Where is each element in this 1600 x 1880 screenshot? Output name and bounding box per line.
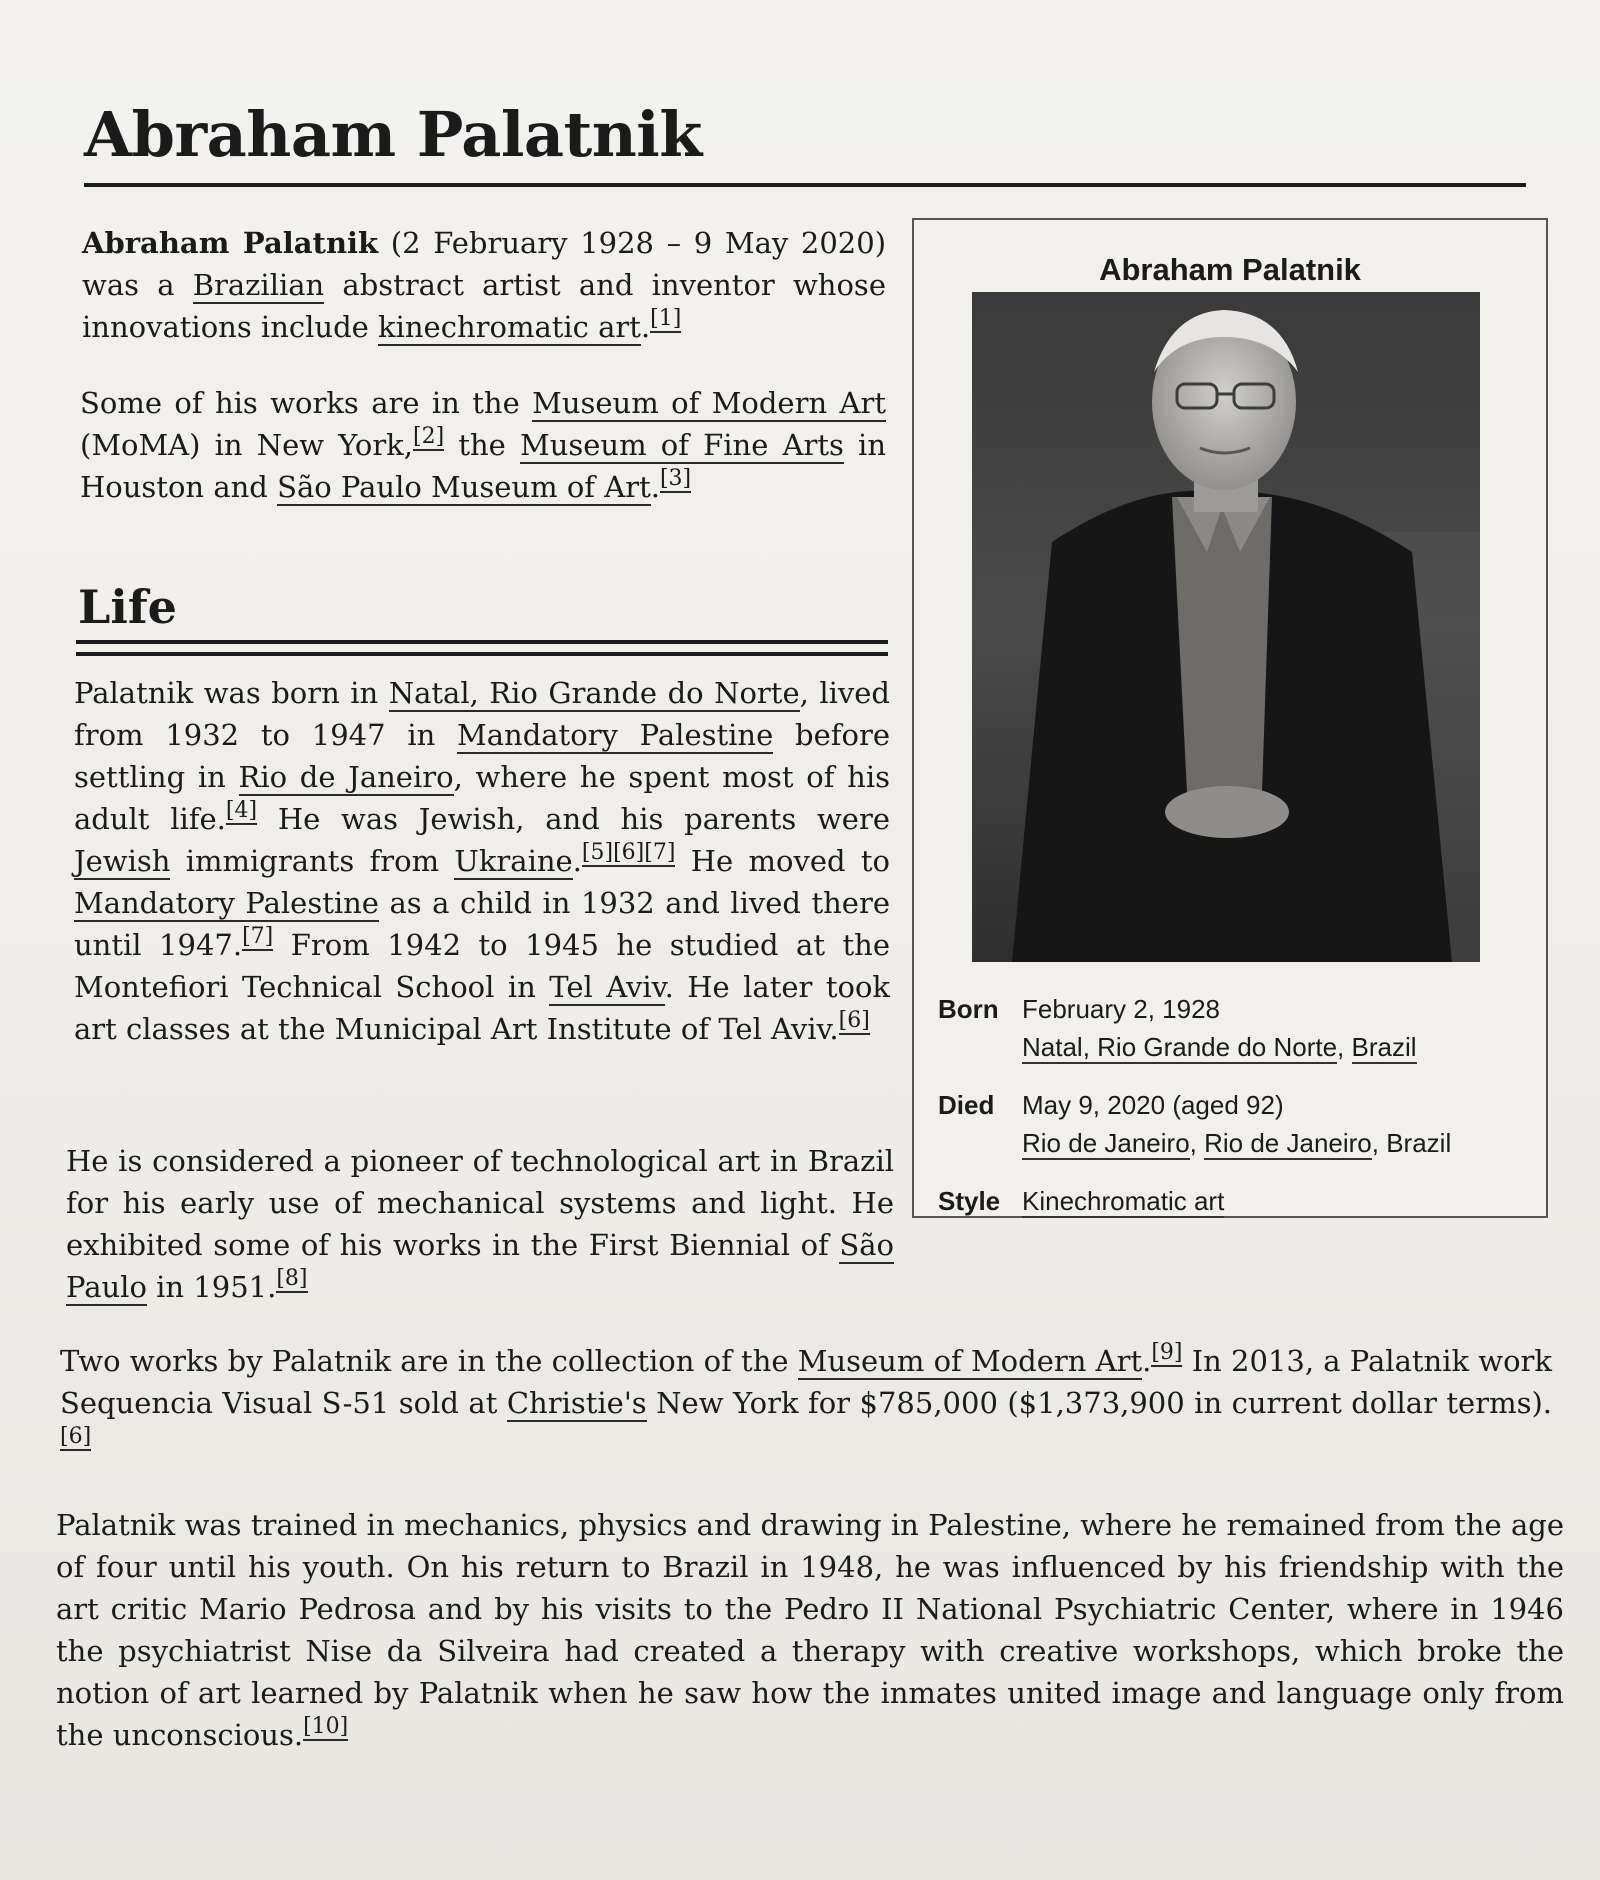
text-run: He moved to bbox=[675, 844, 890, 878]
life-paragraph-4 bbox=[56, 1504, 1564, 1756]
citation-8[interactable] bbox=[276, 1266, 307, 1293]
link-brazil-infobox[interactable]: Brazil bbox=[1351, 1032, 1417, 1062]
infobox-row-died bbox=[938, 1086, 1538, 1166]
citation-7[interactable] bbox=[644, 840, 675, 867]
text-run: abstract artist and inventor whose innovations include bbox=[82, 268, 886, 344]
citation-link[interactable]: [7] bbox=[644, 840, 676, 865]
text-run: immigrants from bbox=[170, 844, 455, 878]
infobox-row-style bbox=[938, 1182, 1538, 1222]
link-kinechromatic-art-infobox[interactable]: Kinechromatic art bbox=[1022, 1186, 1225, 1216]
text-run: Some of his works are in the bbox=[80, 386, 533, 420]
citation-link[interactable]: [4] bbox=[225, 798, 258, 823]
link-rio-infobox-1[interactable]: Rio de Janeiro bbox=[1022, 1128, 1190, 1158]
life-paragraph-1 bbox=[74, 672, 890, 1050]
portrait-photo bbox=[972, 292, 1480, 962]
section-heading-life: Life bbox=[78, 580, 177, 634]
born-date: February 2, 1928 bbox=[1022, 994, 1221, 1024]
link-mandatory-palestine-2[interactable]: Mandatory Palestine bbox=[74, 886, 379, 920]
citation-6c[interactable] bbox=[60, 1424, 91, 1451]
text-run: Palatnik was trained in mechanics, physics and drawing in Palestine, where he remained from the age of four until his youth. On his return to Brazil in 1948, he was influenced by his friendship with the art critic Mario Pedrosa and by his visits to the Pedro II National Psychiatric Center, where in 1946 the psychiatrist Nise da Silveira had created a therapy with creative workshops, which broke the notion of art learned by Palatnik when he saw how the inmates united image and language only from the unconscious. bbox=[56, 1508, 1564, 1752]
text-run: , lived from 1932 to 1947 in bbox=[74, 676, 890, 752]
infobox-row-born bbox=[938, 990, 1538, 1070]
link-museum-of-modern-art[interactable]: Museum of Modern Art bbox=[532, 386, 886, 420]
text-run: in 1951. bbox=[146, 1270, 277, 1304]
section-divider bbox=[76, 640, 888, 644]
text-run: . bbox=[1142, 1344, 1152, 1378]
text-run: Palatnik was born in bbox=[74, 676, 389, 710]
life-paragraph-2 bbox=[66, 1140, 894, 1308]
citation-7b[interactable] bbox=[242, 924, 273, 951]
link-museum-of-fine-arts[interactable]: Museum of Fine Arts bbox=[520, 428, 844, 462]
text-run: He is considered a pioneer of technological art in Brazil for his early use of mechanical systems and light. He exhibited some of his works in the First Biennial of bbox=[66, 1144, 894, 1262]
citation-1[interactable] bbox=[650, 306, 681, 333]
intro-paragraph-2 bbox=[80, 382, 886, 508]
citation-link[interactable]: [9] bbox=[1151, 1340, 1183, 1365]
style-value bbox=[1022, 1182, 1542, 1220]
text-run: , Brazil bbox=[1371, 1128, 1452, 1158]
text-run: He was Jewish, and his parents were bbox=[257, 802, 890, 836]
infobox-title: Abraham Palatnik bbox=[1099, 252, 1361, 287]
citation-link[interactable]: [2] bbox=[412, 424, 445, 449]
text-run: . bbox=[650, 470, 660, 504]
text-run: in Houston and bbox=[80, 428, 886, 504]
text-run: . bbox=[572, 844, 582, 878]
link-brazilian[interactable]: Brazilian bbox=[192, 268, 325, 302]
citation-link[interactable]: [6] bbox=[838, 1008, 870, 1033]
link-ukraine[interactable]: Ukraine bbox=[454, 844, 573, 878]
text-run: , bbox=[1337, 1032, 1352, 1062]
text-run: Two works by Palatnik are in the collection of the bbox=[60, 1344, 798, 1378]
citation-9[interactable] bbox=[1151, 1340, 1182, 1367]
text-run: the bbox=[444, 428, 520, 462]
link-rio-infobox-2[interactable]: Rio de Janeiro bbox=[1204, 1128, 1372, 1158]
citation-link[interactable]: [3] bbox=[659, 466, 692, 491]
link-natal[interactable]: Natal, Rio Grande do Norte bbox=[388, 676, 800, 710]
text-run: . He later took art classes at the Municipal Art Institute of Tel Aviv. bbox=[74, 970, 890, 1046]
citation-link[interactable]: [5] bbox=[581, 840, 614, 865]
born-place bbox=[1022, 1028, 1542, 1066]
text-run: before settling in bbox=[74, 718, 890, 794]
section-divider bbox=[76, 652, 888, 656]
born-label: Born bbox=[938, 994, 999, 1024]
title-divider bbox=[84, 183, 1526, 187]
citation-4[interactable] bbox=[226, 798, 257, 825]
citation-link[interactable]: [1] bbox=[650, 306, 682, 331]
link-mandatory-palestine[interactable]: Mandatory Palestine bbox=[457, 718, 774, 752]
link-tel-aviv[interactable]: Tel Aviv bbox=[549, 970, 665, 1004]
intro-paragraph-1 bbox=[82, 222, 886, 348]
text-run: as a child in 1932 and lived there until 1947. bbox=[74, 886, 890, 962]
link-natal-infobox[interactable]: Natal, Rio Grande do Norte bbox=[1022, 1032, 1338, 1062]
link-sao-paulo[interactable]: São Paulo bbox=[66, 1228, 894, 1304]
text-run: (MoMA) in New York, bbox=[80, 428, 413, 462]
link-sao-paulo-museum-of-art[interactable]: São Paulo Museum of Art bbox=[277, 470, 651, 504]
citation-3[interactable] bbox=[660, 466, 691, 493]
died-label: Died bbox=[938, 1090, 995, 1120]
page-title: Abraham Palatnik bbox=[84, 98, 702, 171]
died-value bbox=[1022, 1086, 1542, 1162]
died-place bbox=[1022, 1124, 1542, 1162]
citation-link[interactable]: [8] bbox=[276, 1266, 308, 1291]
citation-10[interactable] bbox=[303, 1714, 348, 1741]
citation-5[interactable] bbox=[582, 840, 613, 867]
died-date: May 9, 2020 (aged 92) bbox=[1022, 1090, 1284, 1120]
link-museum-of-modern-art-2[interactable]: Museum of Modern Art bbox=[797, 1344, 1143, 1378]
citation-6[interactable] bbox=[613, 840, 644, 867]
link-jewish[interactable]: Jewish bbox=[74, 844, 171, 878]
citation-link[interactable]: [6] bbox=[60, 1424, 92, 1449]
citation-link[interactable]: [10] bbox=[303, 1714, 349, 1739]
life-paragraph-3 bbox=[60, 1340, 1552, 1466]
text-run: , bbox=[1189, 1128, 1205, 1158]
citation-2[interactable] bbox=[413, 424, 444, 451]
portrait-illustration bbox=[972, 292, 1480, 962]
link-christies[interactable]: Christie's bbox=[506, 1386, 647, 1420]
text-run: (2 February 1928 – 9 May 2020) was a bbox=[82, 226, 887, 302]
style-label: Style bbox=[938, 1186, 1001, 1216]
text-run: New York for $785,000 ($1,373,900 in current dollar terms). bbox=[646, 1386, 1552, 1420]
text-run: In 2013, a Palatnik work Sequencia Visual S-51 sold at bbox=[60, 1344, 1552, 1420]
text-run: From 1942 to 1945 he studied at the Montefiori Technical School in bbox=[74, 928, 890, 1004]
link-kinechromatic-art[interactable]: kinechromatic art bbox=[378, 310, 641, 344]
citation-link[interactable]: [7] bbox=[242, 924, 274, 949]
text-run: . bbox=[640, 310, 651, 344]
born-value bbox=[1022, 990, 1542, 1066]
link-rio-de-janeiro[interactable]: Rio de Janeiro bbox=[238, 760, 454, 794]
infobox bbox=[912, 218, 1548, 1218]
citation-link[interactable]: [6] bbox=[613, 840, 645, 865]
text-run: , where he spent most of his adult life. bbox=[74, 760, 890, 836]
subject-name: Abraham Palatnik bbox=[82, 226, 379, 260]
citation-6b[interactable] bbox=[839, 1008, 870, 1035]
